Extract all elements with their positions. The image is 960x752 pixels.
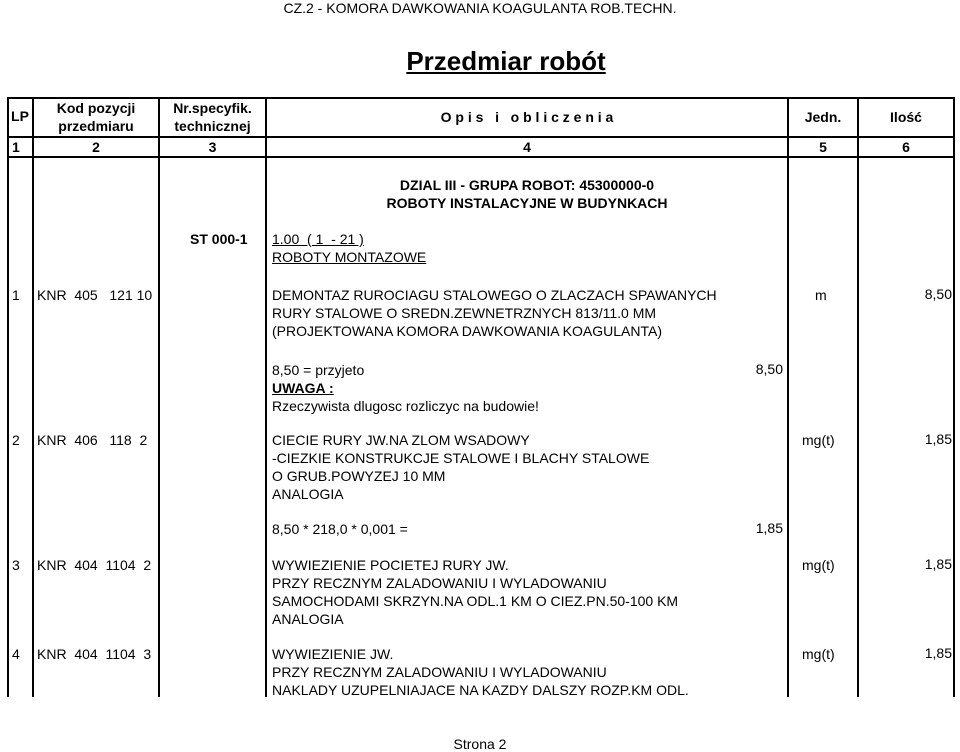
item-2-unit: mg(t): [802, 432, 835, 448]
item-4-unit: mg(t): [802, 646, 835, 662]
header-kod-line2: przedmiaru: [58, 118, 134, 134]
item-1-unit: m: [815, 287, 827, 303]
document-header: CZ.2 - KOMORA DAWKOWANIA KOAGULANTA ROB.TECHN.: [283, 0, 677, 16]
item-2-desc-line: O GRUB.POWYZEJ 10 MM: [272, 468, 446, 484]
item-2-desc-line: ANALOGIA: [272, 486, 344, 502]
section-spec: ST 000-1: [190, 231, 248, 247]
col-divider-opis: [787, 97, 789, 697]
item-1-desc-line: DEMONTAZ RUROCIAGU STALOWEGO O ZLACZACH SPAWANYCH: [272, 287, 717, 303]
item-3-desc-line: SAMOCHODAMI SKRZYN.NA ODL.1 KM O CIEZ.PN.50-100 KM: [272, 593, 679, 609]
colnum-1: 1: [12, 139, 20, 155]
item-4-desc-line: NAKLADY UZUPELNIAJACE NA KAZDY DALSZY ROZP.KM ODL.: [272, 682, 689, 698]
table-top-border: [8, 97, 954, 99]
header-ilosc: Ilość: [890, 109, 922, 125]
item-1-quantity: 8,50: [924, 286, 952, 302]
header-spec-line2: technicznej: [174, 118, 251, 134]
header-kod-line1: Kod pozycji: [56, 100, 136, 116]
header-opis: O p i s i o b l i c z e n i a: [440, 109, 614, 125]
item-3-unit: mg(t): [802, 557, 835, 573]
item-1-calculation: 8,50 = przyjeto: [272, 362, 365, 378]
page-footer: Strona 2: [453, 736, 507, 752]
item-1-lp: 1: [12, 287, 20, 303]
item-4-desc-line: WYWIEZIENIE JW.: [272, 646, 394, 662]
item-2-desc-line: -CIEZKIE KONSTRUKCJE STALOWE I BLACHY STALOWE: [272, 450, 650, 466]
colnum-5: 5: [819, 139, 827, 155]
header-spec-line1: Nr.specyfik.: [173, 100, 252, 116]
table-right-border: [953, 97, 955, 697]
page-title: Przedmiar robót: [406, 46, 606, 76]
item-2-calc-value: 1,85: [755, 520, 783, 536]
item-4-desc-line: PRZY RECZNYM ZALADOWANIU I WYLADOWANIU: [272, 664, 607, 680]
table-header-divider: [8, 136, 954, 138]
item-4-quantity: 1,85: [924, 645, 952, 661]
item-2-kod: KNR 406 118 2: [37, 432, 148, 448]
item-2-lp: 2: [12, 432, 20, 448]
section-title: DZIAL III - GRUPA ROBOT: 45300000-0: [399, 177, 655, 193]
colnum-6: 6: [902, 139, 910, 155]
table-left-border: [7, 97, 9, 697]
header-jedn: Jedn.: [804, 109, 842, 125]
item-4-kod: KNR 404 1104 3: [37, 646, 152, 662]
item-4-lp: 4: [12, 646, 20, 662]
colnum-3: 3: [208, 139, 217, 155]
header-lp: LP: [11, 108, 29, 124]
col-divider-kod: [158, 97, 160, 697]
item-2-quantity: 1,85: [924, 431, 952, 447]
item-1-calc-value: 8,50: [755, 361, 783, 377]
colnum-4: 4: [523, 139, 531, 155]
col-divider-jedn: [857, 97, 859, 697]
subsection-title: ROBOTY MONTAZOWE: [272, 249, 427, 265]
item-2-desc-line: CIECIE RURY JW.NA ZLOM WSADOWY: [272, 432, 530, 448]
item-1-note-label: UWAGA :: [272, 380, 334, 396]
table-numbers-divider: [8, 156, 954, 158]
item-3-quantity: 1,85: [924, 556, 952, 572]
col-divider-lp: [32, 97, 34, 697]
item-3-desc-line: WYWIEZIENIE POCIETEJ RURY JW.: [272, 557, 509, 573]
colnum-2: 2: [92, 139, 100, 155]
subsection-number: 1.00 ( 1 - 21 ): [272, 231, 364, 247]
item-2-calculation: 8,50 * 218,0 * 0,001 =: [272, 521, 408, 537]
item-3-lp: 3: [12, 557, 20, 573]
item-1-desc-line: RURY STALOWE O SREDN.ZEWNETRZNYCH 813/11.0 MM: [272, 305, 657, 321]
section-subtitle: ROBOTY INSTALACYJNE W BUDYNKACH: [386, 195, 668, 211]
item-3-desc-line: PRZY RECZNYM ZALADOWANIU I WYLADOWANIU: [272, 575, 607, 591]
item-3-kod: KNR 404 1104 2: [37, 557, 152, 573]
item-1-note: Rzeczywista dlugosc rozliczyc na budowie!: [272, 398, 539, 414]
item-1-desc-line: (PROJEKTOWANA KOMORA DAWKOWANIA KOAGULANTA): [272, 323, 662, 339]
item-1-kod: KNR 405 121 10: [37, 287, 153, 303]
item-3-desc-line: ANALOGIA: [272, 611, 344, 627]
